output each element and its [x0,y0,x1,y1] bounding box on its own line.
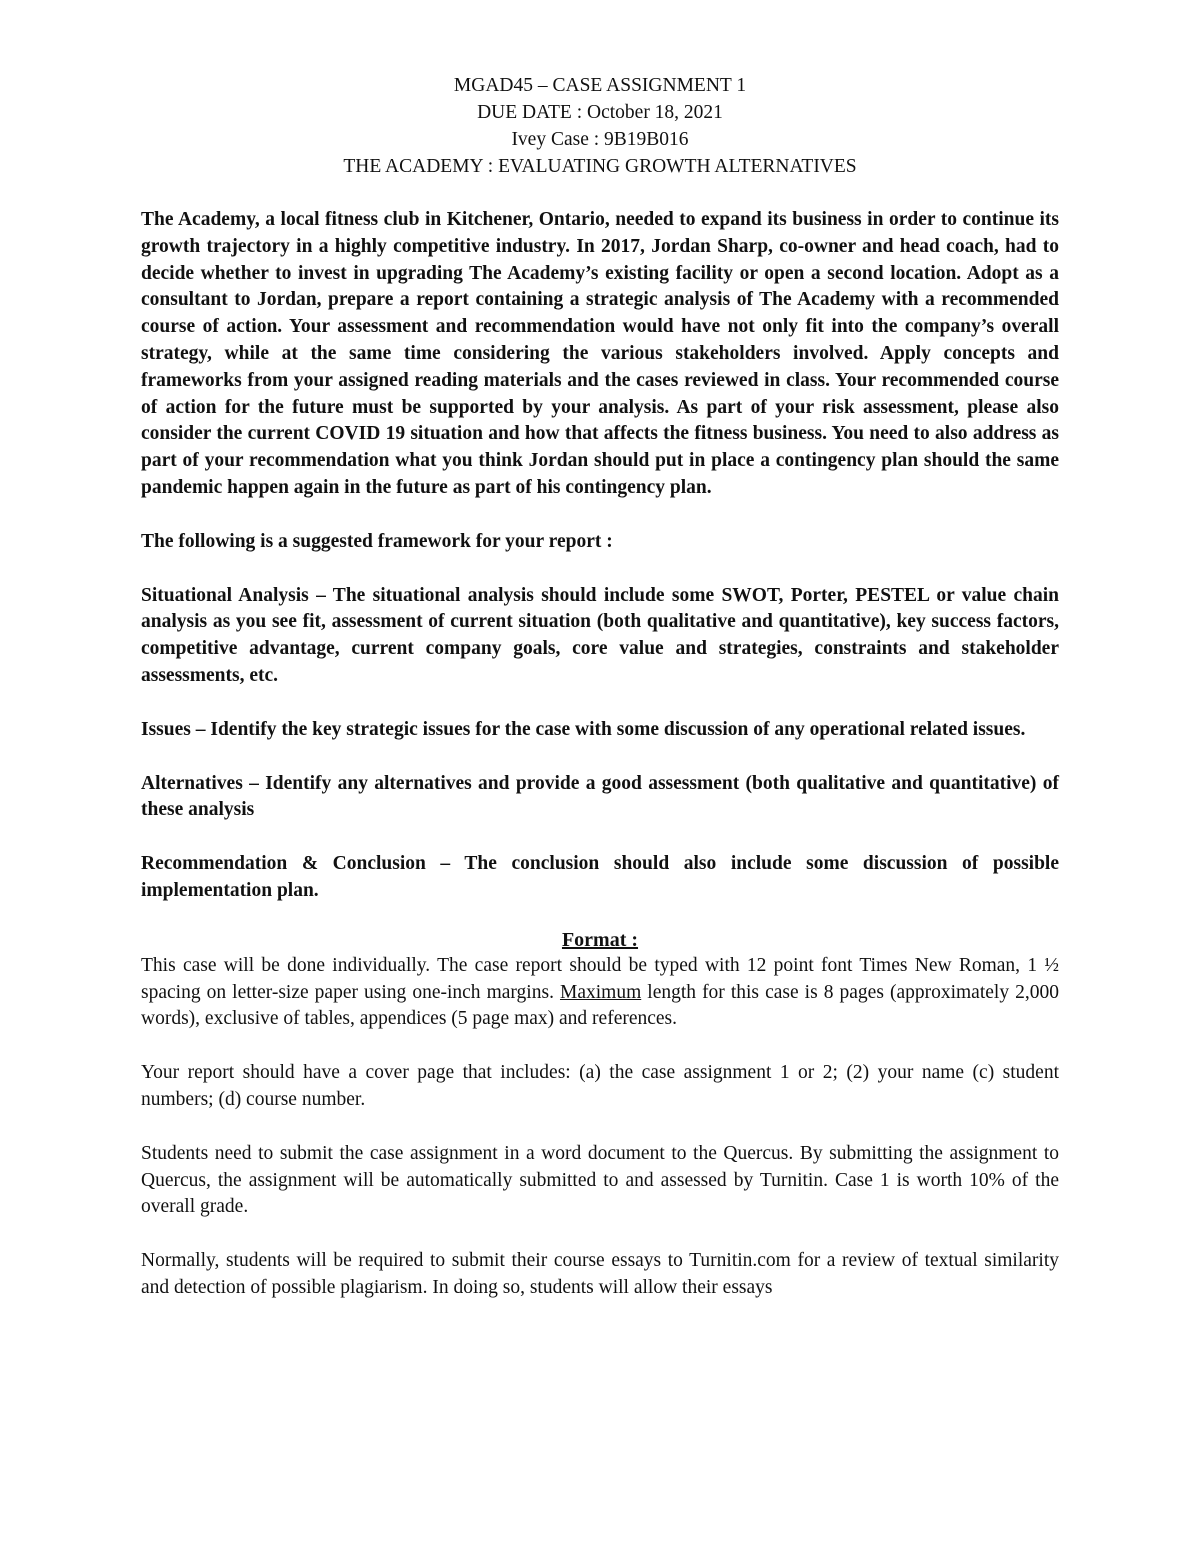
cover-page-section [141,1060,1059,1114]
case-number: Ivey Case : 9B19B016 [511,129,689,150]
document-header [141,72,1059,180]
issues-paragraph: Issues – Identify the key strategic issues for the case with some discussion of any operational related issues. [141,718,1026,740]
recommendation-section [141,851,1059,905]
format-paragraph-2: Your report should have a cover page that includes: (a) the case assignment 1 or 2; (2) your name (c) student numbers; (d) course number. [141,1062,1059,1110]
alternatives-section [141,771,1059,825]
course-title: MGAD45 – CASE ASSIGNMENT 1 [453,75,747,96]
due-date: DUE DATE : October 18, 2021 [477,102,723,123]
intro-paragraph: The Academy, a local fitness club in Kitchener, Ontario, needed to expand its business in order to continue its growth trajectory in a highly competitive industry. In 2017, Jordan Sharp, co-owner and head coach, had to decide whether to invest in upgrading The Academy’s existing facility or open a second location. Adopt as a consultant to Jordan, prepare a report containing a strategic analysis of The Academy with a recommended course of action. Your assessment and recommendation would have not only fit into the company’s overall strategy, while at the same time considering the various stakeholders involved. Apply concepts and frameworks from your assigned reading materials and the cases reviewed in class. Your recommended course of action for the future must be supported by your analysis. As part of your risk assessment, please also consider the current COVID 19 situation and how that affects the fitness business. You need to also address as part of your recommendation what you think Jordan should put in place a contingency plan should the same pandemic happen again in the future as part of his contingency plan. [141,209,1059,498]
recommendation-paragraph: Recommendation & Conclusion – The conclusion should also include some discussion of possible implementation plan. [141,853,1059,901]
situational-analysis-paragraph: Situational Analysis – The situational analysis should include some SWOT, Porter, PESTEL or value chain analysis as you see fit, assessment of current situation (both qualitative and quantitative), key success factors, competitive advantage, current company goals, core value and strategies, constraints and stakeholder assessments, etc. [141,584,1059,686]
case-title: THE ACADEMY : EVALUATING GROWTH ALTERNATIVES [343,156,857,177]
format-heading: Format : [561,928,639,951]
format-p1-after: length for this case is 8 pages (approximately 2,000 words), exclusive of tables, appendices (5 page max) and references. [141,981,1059,1030]
format-paragraph-4: Normally, students will be required to submit their course essays to Turnitin.com for a review of textual similarity and detection of possible plagiarism. In doing so, students will allow their essays [141,1250,1059,1298]
situational-analysis-section [141,583,1059,690]
turnitin-section [141,1248,1059,1302]
format-p1-maximum: Maximum [559,981,642,1003]
format-p1-before: This case will be done individually. The case report should be typed with 12 point font Times New Roman, 1 ½ spacing on letter-size paper using one-inch margins. [141,954,1059,1003]
format-section [141,953,1059,1033]
format-paragraph-3: Students need to submit the case assignment in a word document to the Quercus. By submitting the assignment to Quercus, the assignment will be automatically submitted to and assessed by Turnitin. Case 1 is worth 10% of the overall grade. [141,1142,1059,1218]
framework-intro: The following is a suggested framework for your report : [141,530,613,552]
intro-section [141,207,1059,502]
alternatives-paragraph: Alternatives – Identify any alternatives and provide a good assessment (both qualitative and quantitative) of these analysis [141,772,1059,821]
framework-intro-section [141,529,1059,556]
format-paragraph-1 [141,953,1059,1033]
submission-section [141,1141,1059,1221]
issues-section [141,717,1059,744]
